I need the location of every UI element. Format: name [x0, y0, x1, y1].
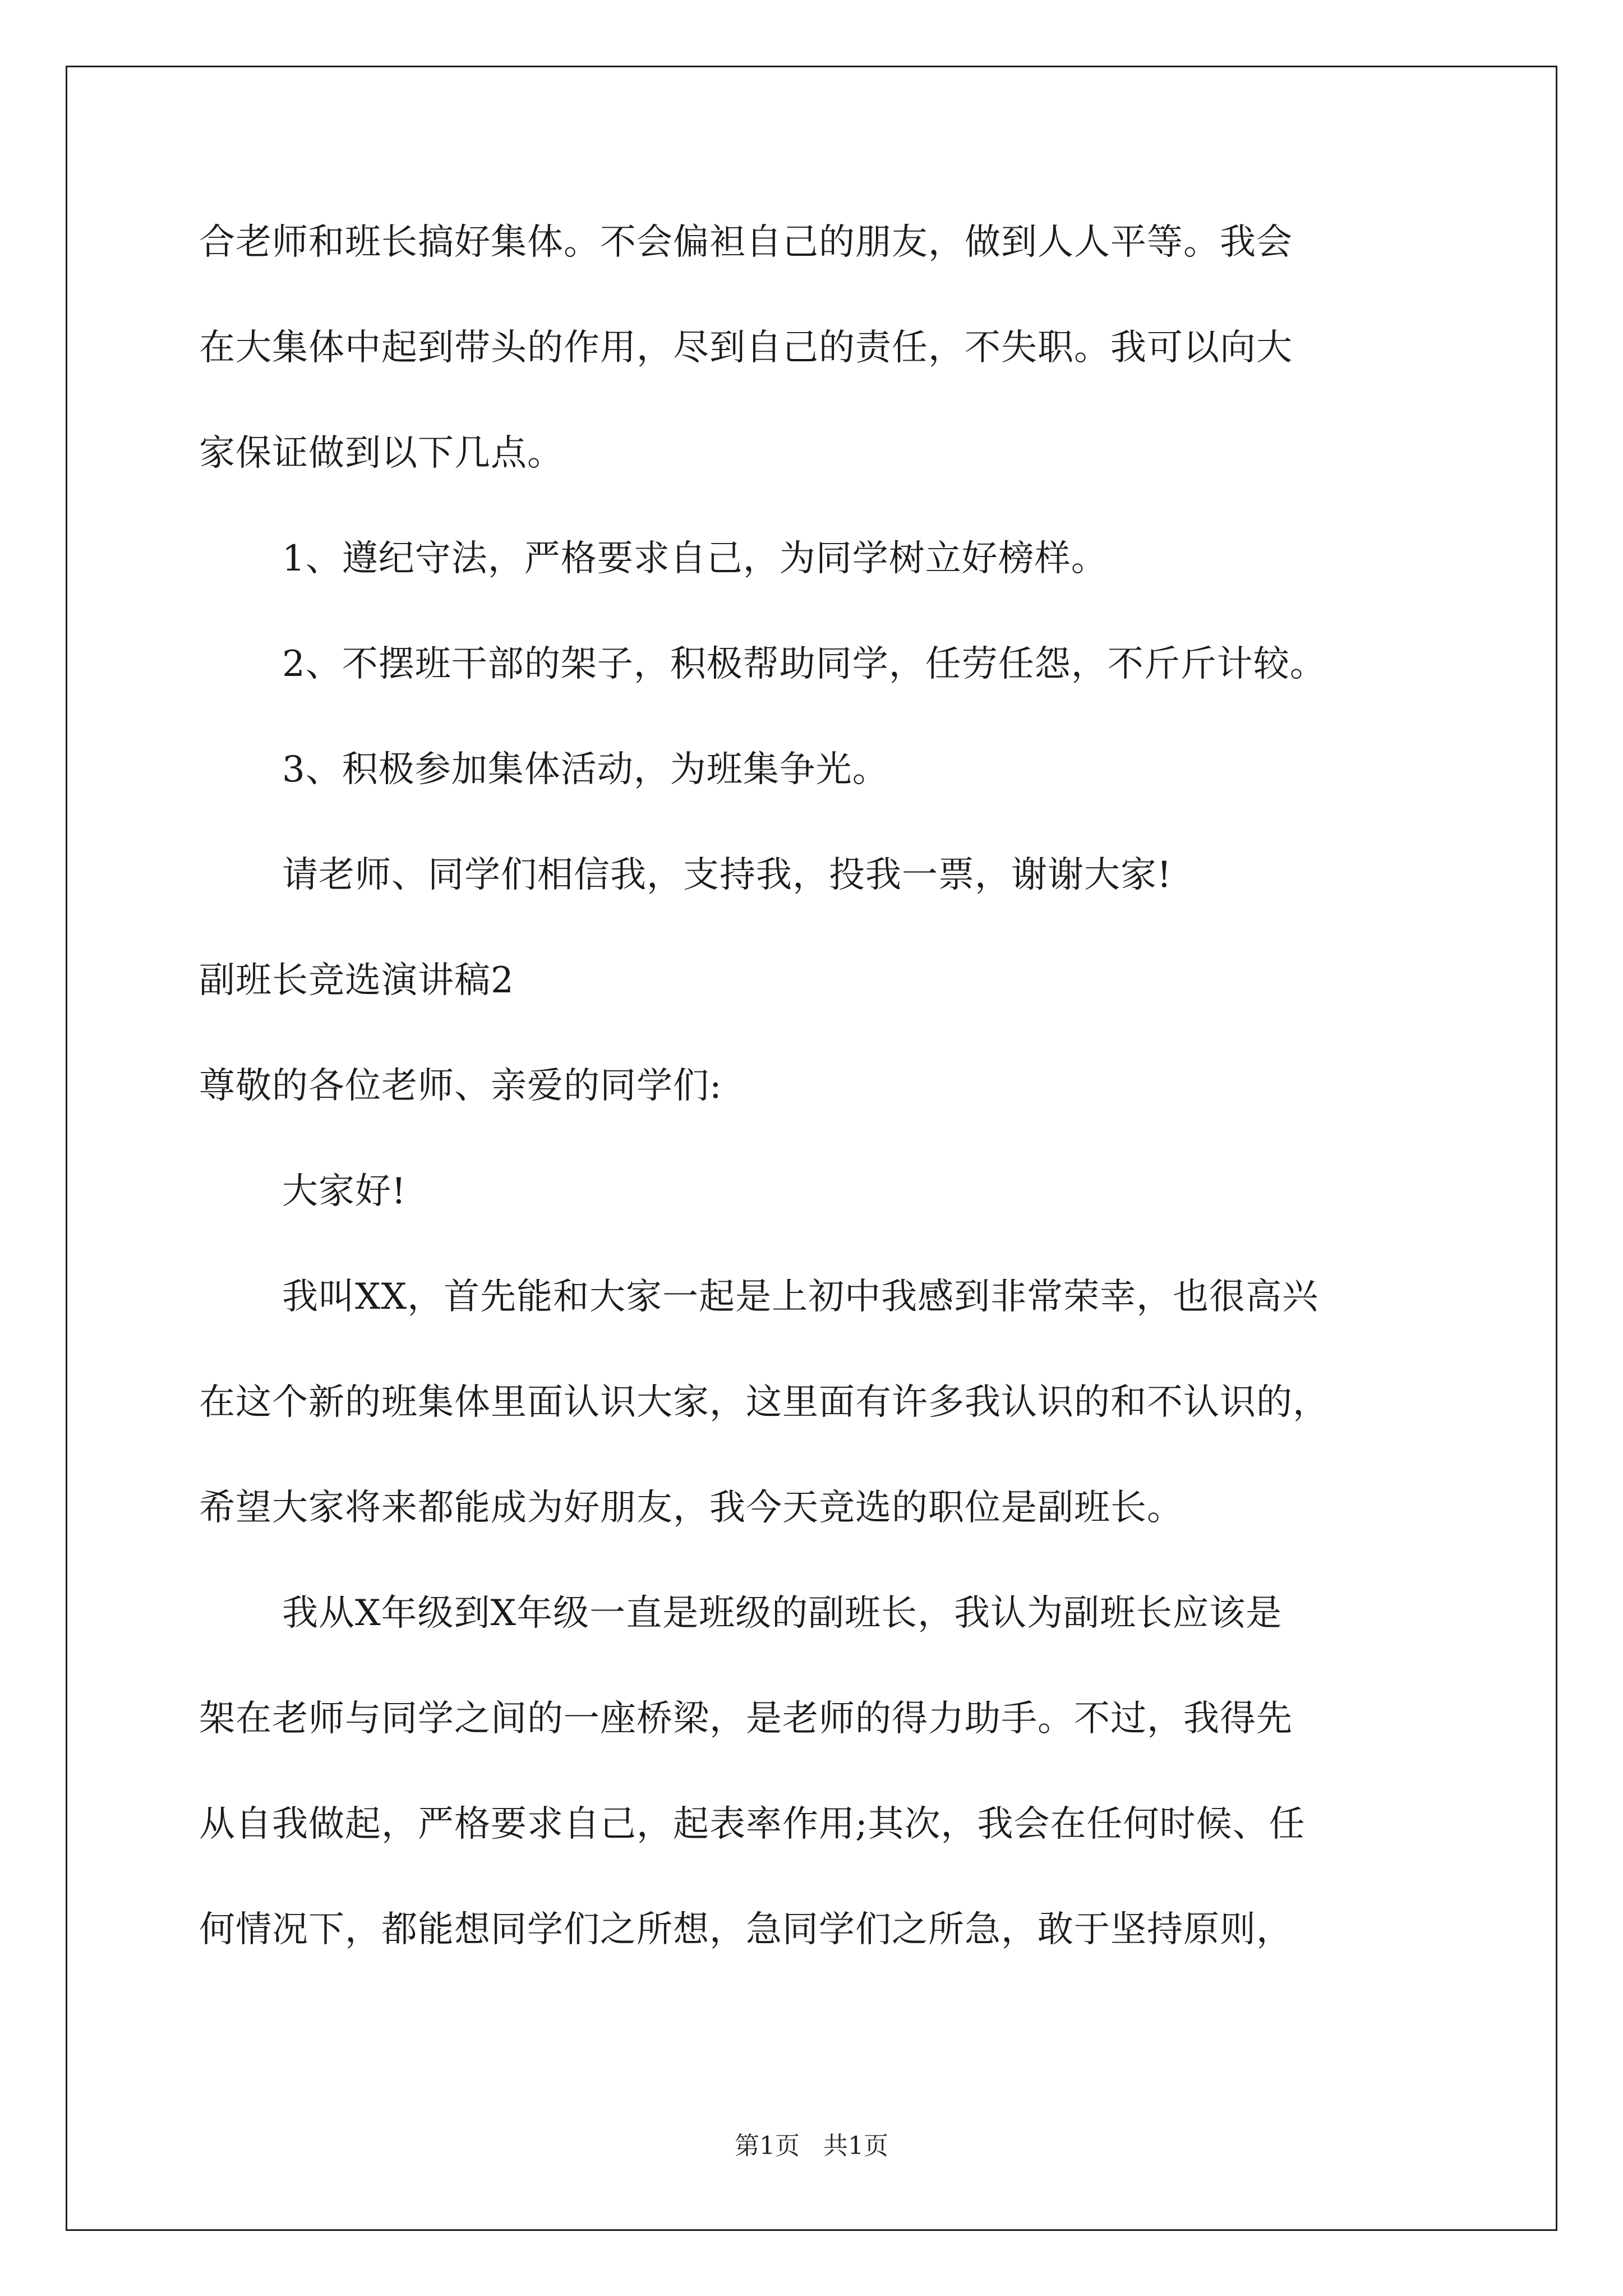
page-number: 第1页 共1页 — [735, 2132, 888, 2160]
text-line: 架在老师与同学之间的一座桥梁，是老师的得力助手。不过，我得先 — [199, 1698, 1293, 1740]
text-line: 合老师和班长搞好集体。不会偏袒自己的朋友，做到人人平等。我会 — [199, 222, 1293, 263]
salutation: 尊敬的各位老师、亲爱的同学们: — [199, 1065, 722, 1107]
text-line: 在这个新的班集体里面认识大家，这里面有许多我认识的和不认识的， — [199, 1382, 1329, 1423]
greeting: 大家好! — [282, 1171, 407, 1212]
text-line: 从自我做起，严格要求自己，起表率作用;其次，我会在任何时候、任 — [199, 1803, 1306, 1845]
document-body — [199, 190, 1450, 1982]
text-line: 我叫XX，首先能和大家一起是上初中我感到非常荣幸，也很高兴 — [282, 1276, 1319, 1318]
text-line: 何情况下，都能想同学们之所想，急同学们之所急，敢于坚持原则， — [199, 1909, 1293, 1950]
text-line: 我从X年级到X年级一直是班级的副班长，我认为副班长应该是 — [282, 1593, 1283, 1634]
text-line: 在大集体中起到带头的作用，尽到自己的责任，不失职。我可以向大 — [199, 327, 1293, 369]
list-item: 2、不摆班干部的架子，积极帮助同学，任劳任怨，不斤斤计较。 — [282, 643, 1326, 685]
text-line: 希望大家将来都能成为好朋友，我今天竞选的职位是副班长。 — [199, 1487, 1183, 1529]
list-item: 1、遵纪守法，严格要求自己，为同学树立好榜样。 — [282, 538, 1108, 579]
list-item: 3、积极参加集体活动，为班集争光。 — [282, 749, 889, 790]
text-line: 家保证做到以下几点。 — [199, 432, 564, 474]
section-title: 副班长竞选演讲稿2 — [199, 960, 514, 1001]
closing-line: 请老师、同学们相信我，支持我，投我一票，谢谢大家! — [282, 854, 1172, 896]
